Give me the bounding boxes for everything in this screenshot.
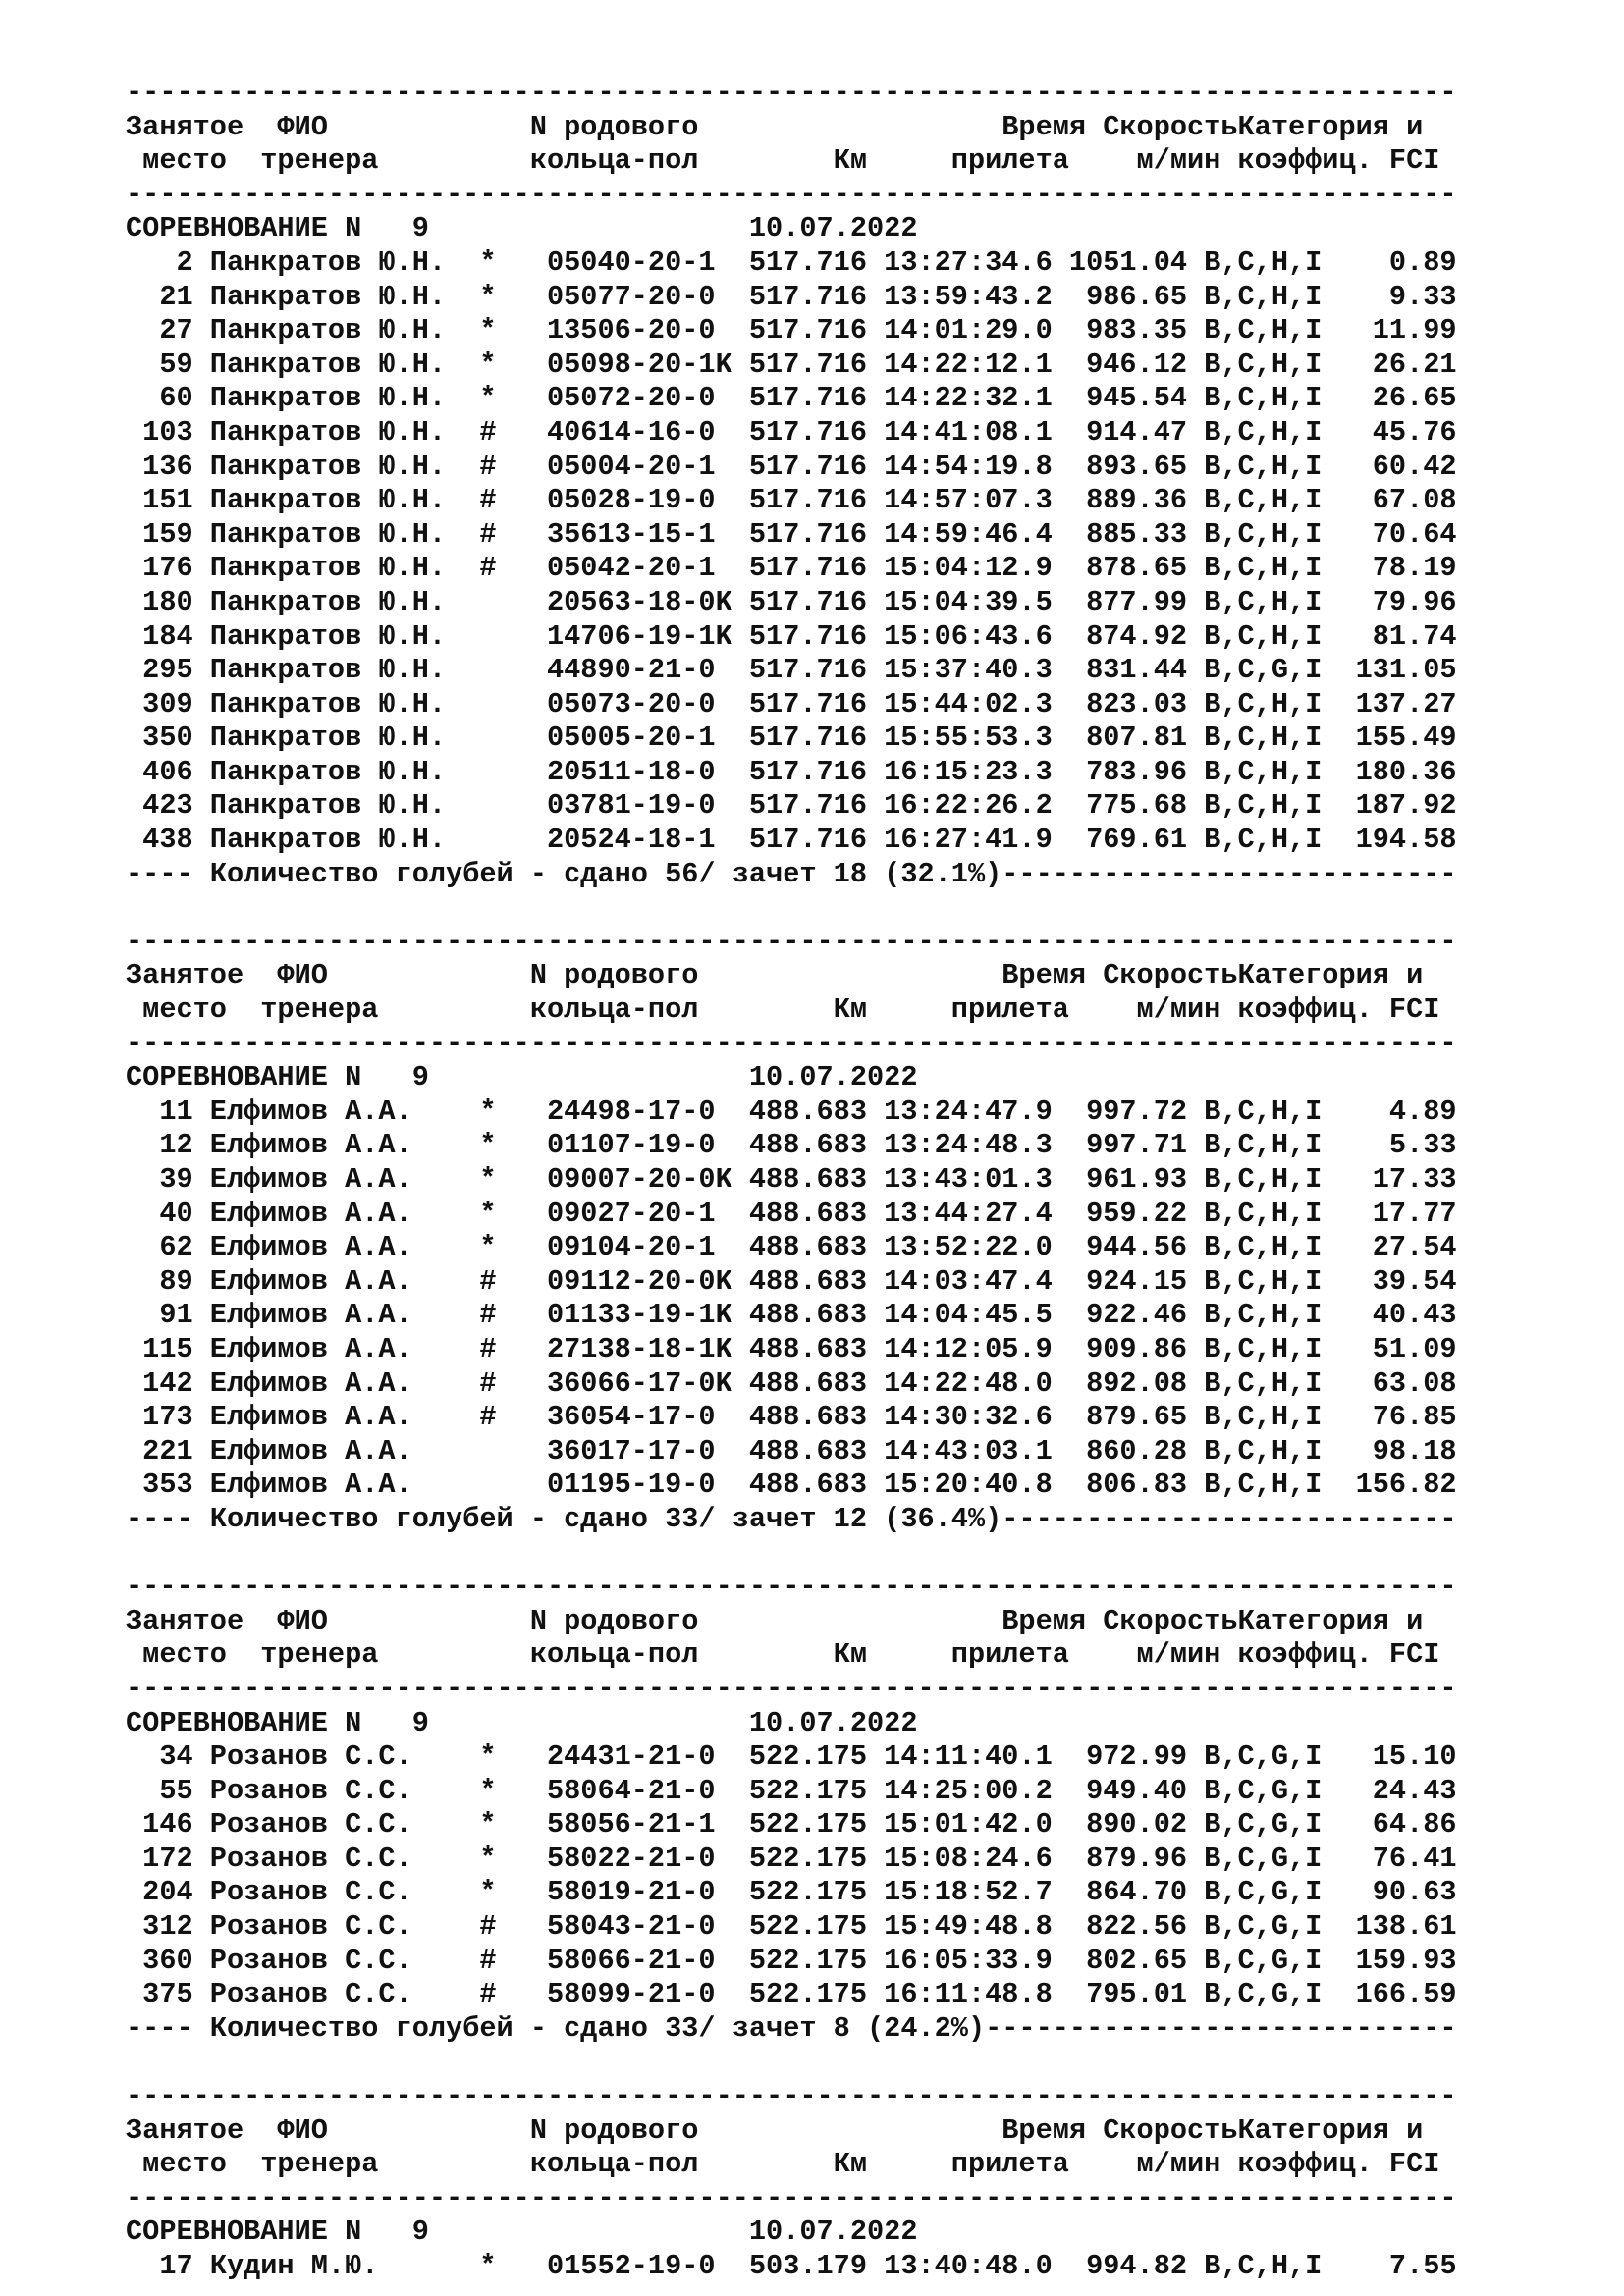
column-header-line-1: Занятое ФИО N родового Время СкоростьКатегория и <box>126 1604 1424 1637</box>
competition-heading: СОРЕВНОВАНИЕ N 9 10.07.2022 <box>126 2216 918 2249</box>
result-row: 360 Розанов С.С. # 58066-21-0 522.175 16:05:33.9 802.65 B,C,G,I 159.93 <box>126 1944 1457 1977</box>
column-header-line-2: место тренера кольца-пол Км прилета м/мин коэффиц. FCI <box>126 1638 1440 1672</box>
result-row: 89 Елфимов А.А. # 09112-20-0K 488.683 14:03:47.4 924.15 B,C,H,I 39.54 <box>126 1264 1457 1298</box>
blank-line <box>126 2046 1457 2080</box>
result-row: 27 Панкратов Ю.Н. * 13506-20-0 517.716 14:01:29.0 983.35 B,C,H,I 11.99 <box>126 314 1457 347</box>
result-row: 55 Розанов С.С. * 58064-21-0 522.175 14:25:00.2 949.40 B,C,G,I 24.43 <box>126 1774 1457 1807</box>
result-row: 180 Панкратов Ю.Н. 20563-18-0K 517.716 15:04:39.5 877.99 B,C,H,I 79.96 <box>126 585 1457 618</box>
competition-heading: СОРЕВНОВАНИЕ N 9 10.07.2022 <box>126 212 918 245</box>
result-row: 406 Панкратов Ю.Н. 20511-18-0 517.716 16:15:23.3 783.96 B,C,H,I 180.36 <box>126 755 1457 788</box>
result-row: 173 Елфимов А.А. # 36054-17-0 488.683 14:30:32.6 879.65 B,C,H,I 76.85 <box>126 1401 1457 1434</box>
result-row: 21 Панкратов Ю.Н. * 05077-20-0 517.716 13:59:43.2 986.65 B,C,H,I 9.33 <box>126 280 1457 313</box>
result-row: 159 Панкратов Ю.Н. # 35613-15-1 517.716 14:59:46.4 885.33 B,C,H,I 70.64 <box>126 517 1457 551</box>
result-row: 350 Панкратов Ю.Н. 05005-20-1 517.716 15:55:53.3 807.81 B,C,H,I 155.49 <box>126 721 1457 755</box>
blank-line <box>126 891 1457 926</box>
result-row: 59 Панкратов Ю.Н. * 05098-20-1K 517.716 14:22:12.1 946.12 B,C,H,I 26.21 <box>126 347 1457 381</box>
result-row: 146 Розанов С.С. * 58056-21-1 522.175 15:01:42.0 890.02 B,C,G,I 64.86 <box>126 1808 1457 1842</box>
separator-line: ------------------------------------------------------------------------------- <box>126 77 1457 109</box>
result-row: 34 Розанов С.С. * 24431-21-0 522.175 14:11:40.1 972.99 B,C,G,I 15.10 <box>126 1740 1457 1774</box>
result-row: 142 Елфимов А.А. # 36066-17-0K 488.683 14:22:48.0 892.08 B,C,H,I 63.08 <box>126 1366 1457 1400</box>
separator-line: ------------------------------------------------------------------------------- <box>126 1571 1457 1604</box>
separator-line: ------------------------------------------------------------------------------- <box>126 1672 1457 1705</box>
result-row: 375 Розанов С.С. # 58099-21-0 522.175 16:11:48.8 795.01 B,C,G,I 166.59 <box>126 1978 1457 2011</box>
column-header-line-2: место тренера кольца-пол Км прилета м/мин коэффиц. FCI <box>126 144 1440 178</box>
results-report <box>126 77 1457 2284</box>
separator-line: ------------------------------------------------------------------------------- <box>126 1027 1457 1060</box>
result-row: 309 Панкратов Ю.Н. 05073-20-0 517.716 15:44:02.3 823.03 B,C,H,I 137.27 <box>126 687 1457 721</box>
competition-heading: СОРЕВНОВАНИЕ N 9 10.07.2022 <box>126 1706 918 1739</box>
result-row: 60 Панкратов Ю.Н. * 05072-20-0 517.716 14:22:32.1 945.54 B,C,H,I 26.65 <box>126 382 1457 415</box>
column-header-line-1: Занятое ФИО N родового Время СкоростьКатегория и <box>126 959 1424 992</box>
result-row: 221 Елфимов А.А. 36017-17-0 488.683 14:43:03.1 860.28 B,C,H,I 98.18 <box>126 1434 1457 1468</box>
result-row: 115 Елфимов А.А. # 27138-18-1K 488.683 14:12:05.9 909.86 B,C,H,I 51.09 <box>126 1332 1457 1365</box>
result-row: 136 Панкратов Ю.Н. # 05004-20-1 517.716 14:54:19.8 893.65 B,C,H,I 60.42 <box>126 450 1457 483</box>
result-row: 40 Елфимов А.А. * 09027-20-1 488.683 13:44:27.4 959.22 B,C,H,I 17.77 <box>126 1197 1457 1230</box>
result-row: 204 Розанов С.С. * 58019-21-0 522.175 15:18:52.7 864.70 B,C,G,I 90.63 <box>126 1876 1457 1909</box>
result-row: 62 Елфимов А.А. * 09104-20-1 488.683 13:52:22.0 944.56 B,C,H,I 27.54 <box>126 1231 1457 1264</box>
column-header-line-1: Занятое ФИО N родового Время СкоростьКатегория и <box>126 110 1424 143</box>
result-row: 184 Панкратов Ю.Н. 14706-19-1K 517.716 15:06:43.6 874.92 B,C,H,I 81.74 <box>126 619 1457 653</box>
separator-line: ------------------------------------------------------------------------------- <box>126 925 1457 958</box>
separator-line: ------------------------------------------------------------------------------- <box>126 2080 1457 2113</box>
result-row: 295 Панкратов Ю.Н. 44890-21-0 517.716 15:37:40.3 831.44 B,C,G,I 131.05 <box>126 654 1457 687</box>
competition-heading: СОРЕВНОВАНИЕ N 9 10.07.2022 <box>126 1061 918 1095</box>
result-row: 91 Елфимов А.А. # 01133-19-1K 488.683 14:04:45.5 922.46 B,C,H,I 40.43 <box>126 1299 1457 1332</box>
result-row: 17 Кудин М.Ю. * 01552-19-0 503.179 13:40:48.0 994.82 B,C,H,I 7.55 <box>126 2250 1457 2282</box>
result-row: 11 Елфимов А.А. * 24498-17-0 488.683 13:24:47.9 997.72 B,C,H,I 4.89 <box>126 1095 1457 1128</box>
result-row: 172 Розанов С.С. * 58022-21-0 522.175 15:08:24.6 879.96 B,C,G,I 76.41 <box>126 1842 1457 1875</box>
summary-line: ---- Количество голубей - сдано 33/ зачет 8 (24.2%)---------------------------- <box>126 2011 1457 2045</box>
result-row: 12 Елфимов А.А. * 01107-19-0 488.683 13:24:48.3 997.71 B,C,H,I 5.33 <box>126 1129 1457 1162</box>
blank-line <box>126 1537 1457 1572</box>
result-row: 438 Панкратов Ю.Н. 20524-18-1 517.716 16:27:41.9 769.61 B,C,H,I 194.58 <box>126 824 1457 857</box>
separator-line: ------------------------------------------------------------------------------- <box>126 2181 1457 2215</box>
result-row: 2 Панкратов Ю.Н. * 05040-20-1 517.716 13:27:34.6 1051.04 B,C,H,I 0.89 <box>126 245 1457 279</box>
column-header-line-2: место тренера кольца-пол Км прилета м/мин коэффиц. FCI <box>126 2148 1440 2181</box>
result-row: 353 Елфимов А.А. 01195-19-0 488.683 15:20:40.8 806.83 B,C,H,I 156.82 <box>126 1468 1457 1502</box>
summary-line: ---- Количество голубей - сдано 56/ зачет 18 (32.1%)--------------------------- <box>126 857 1457 890</box>
result-row: 151 Панкратов Ю.Н. # 05028-19-0 517.716 14:57:07.3 889.36 B,C,H,I 67.08 <box>126 484 1457 517</box>
result-row: 39 Елфимов А.А. * 09007-20-0K 488.683 13:43:01.3 961.93 B,C,H,I 17.33 <box>126 1163 1457 1196</box>
result-row: 423 Панкратов Ю.Н. 03781-19-0 517.716 16:22:26.2 775.68 B,C,H,I 187.92 <box>126 789 1457 823</box>
separator-line: ------------------------------------------------------------------------------- <box>126 178 1457 211</box>
result-row: 312 Розанов С.С. # 58043-21-0 522.175 15:49:48.8 822.56 B,C,G,I 138.61 <box>126 1910 1457 1944</box>
column-header-line-2: место тренера кольца-пол Км прилета м/мин коэффиц. FCI <box>126 993 1440 1027</box>
summary-line: ---- Количество голубей - сдано 33/ зачет 12 (36.4%)--------------------------- <box>126 1502 1457 1535</box>
column-header-line-1: Занятое ФИО N родового Время СкоростьКатегория и <box>126 2113 1424 2147</box>
result-row: 103 Панкратов Ю.Н. # 40614-16-0 517.716 14:41:08.1 914.47 B,C,H,I 45.76 <box>126 415 1457 449</box>
result-row: 176 Панкратов Ю.Н. # 05042-20-1 517.716 15:04:12.9 878.65 B,C,H,I 78.19 <box>126 552 1457 585</box>
